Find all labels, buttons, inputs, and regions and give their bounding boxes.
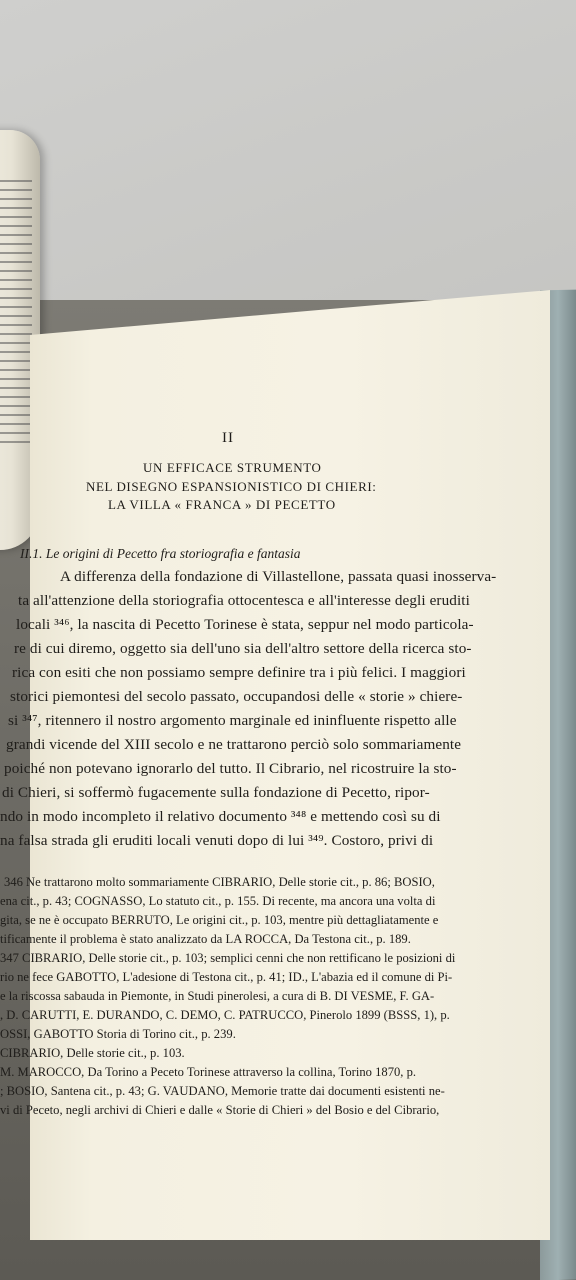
body-line: na falsa strada gli eruditi locali venuti dopo di lui ³⁴⁹. Costoro, privi di (0, 832, 434, 849)
footnote-line: CIBRARIO, Delle storie cit., p. 103. (0, 1046, 185, 1060)
footnote-line: ; BOSIO, Santena cit., p. 43; G. VAUDANO, Memorie tratte dai documenti esistenti ne- (0, 1084, 445, 1098)
footnote-line: rio ne fece GABOTTO, L'adesione di Testona cit., p. 41; ID., L'abazia ed il comune di Pi- (0, 970, 453, 984)
footnote-line: 346 Ne trattarono molto sommariamente CIBRARIO, Delle storie cit., p. 86; BOSIO, (4, 875, 435, 889)
body-line: rica con esiti che non possiamo sempre definire tra i più felici. I maggiori (12, 664, 466, 681)
body-line: di Chieri, si soffermò fugacemente sulla fondazione di Pecetto, ripor- (2, 784, 430, 801)
body-line: storici piemontesi del secolo passato, occupandosi delle « storie » chiere- (10, 688, 463, 705)
body-line: grandi vicende del XIII secolo e ne trattarono perciò solo sommariamente (6, 736, 462, 753)
body-line: si ³⁴⁷, ritennero il nostro argomento marginale ed ininfluente rispetto alle (8, 712, 457, 729)
footnote-line: ena cit., p. 43; COGNASSO, Lo statuto cit., p. 155. Di recente, ma ancora una volta di (0, 894, 436, 908)
body-line: locali ³⁴⁶, la nascita di Pecetto Torinese è stata, seppur nel modo particola- (16, 616, 474, 633)
body-line: ta all'attenzione della storiografia ottocentesca e all'interesse degli eruditi (18, 592, 470, 609)
chapter-number: II (222, 430, 234, 446)
chapter-title-line-2: NEL DISEGNO ESPANSIONISTICO DI CHIERI: (86, 479, 377, 494)
footnote-line: M. MAROCCO, Da Torino a Peceto Torinese attraverso la collina, Torino 1870, p. (0, 1065, 417, 1079)
footnote-line: , D. CARUTTI, E. DURANDO, C. DEMO, C. PATRUCCO, Pinerolo 1899 (BSSS, 1), p. (0, 1008, 450, 1022)
footnote-line: e la riscossa sabauda in Piemonte, in Studi pinerolesi, a cura di B. DI VESME, F. GA- (0, 989, 435, 1003)
footnote-line: gita, se ne è occupato BERRUTO, Le origini cit., p. 103, mentre più dettagliatamente e (0, 913, 439, 927)
section-heading: II.1. Le origini di Pecetto fra storiografia e fantasia (20, 546, 301, 561)
footnote-line: 347 CIBRARIO, Delle storie cit., p. 103; semplici cenni che non rettificano le posizioni di (0, 951, 456, 965)
body-line: re di cui diremo, oggetto sia dell'uno sia dell'altro settore della ricerca sto- (14, 640, 472, 657)
body-line: poiché non potevano ignorarlo del tutto. Il Cibrario, nel ricostruire la sto- (4, 760, 457, 777)
chapter-title-line-1: UN EFFICACE STRUMENTO (143, 460, 322, 475)
chapter-title-line-3: LA VILLA « FRANCA » DI PECETTO (108, 497, 336, 512)
footnote-line: OSSI, GABOTTO Storia di Torino cit., p. 239. (0, 1027, 236, 1041)
footnote-line: tificamente il problema è stato analizzato da LA ROCCA, Da Testona cit., p. 189. (0, 932, 411, 946)
body-line: A differenza della fondazione di Villastellone, passata quasi inosserva- (60, 568, 497, 585)
body-line: ndo in modo incompleto il relativo documento ³⁴⁸ e mettendo così su di (0, 808, 441, 825)
footnote-line: vi di Peceto, negli archivi di Chieri e dalle « Storie di Chieri » del Bosio e del Cibrario, (0, 1103, 440, 1117)
